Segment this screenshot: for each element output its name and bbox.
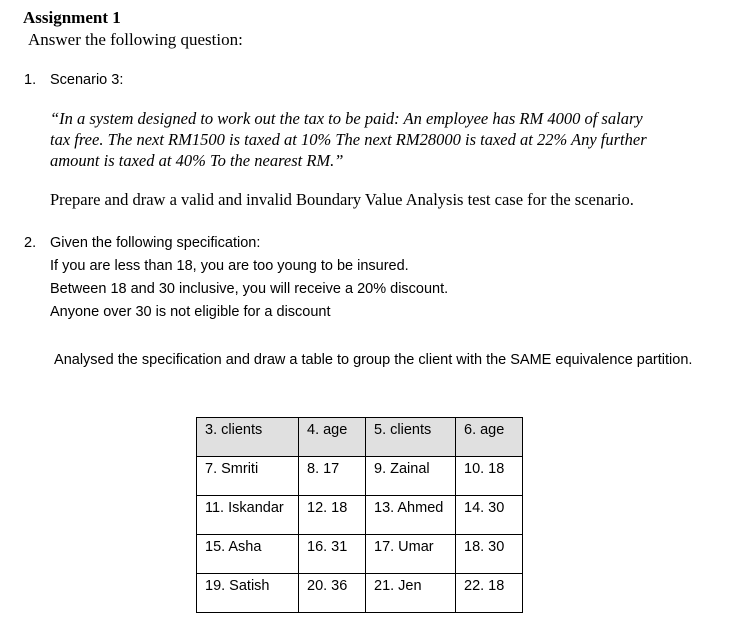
question-1-label: Scenario 3:: [50, 72, 124, 88]
question-1-number: 1.: [24, 72, 37, 88]
instructions: Answer the following question:: [28, 30, 243, 49]
table-cell: 14. 30: [456, 496, 523, 535]
table-cell: 7. Smriti: [197, 457, 299, 496]
table-cell: 16. 31: [299, 535, 366, 574]
table-cell: 21. Jen: [366, 574, 456, 613]
quote-line: amount is taxed at 40% To the nearest RM.”: [50, 151, 344, 170]
quote-line: “In a system designed to work out the tax to be paid: An employee has RM 4000 of salary: [50, 109, 643, 128]
table-header-row: [197, 418, 523, 457]
table-header-cell: 3. clients: [197, 418, 299, 457]
table-row: [197, 457, 523, 496]
quote-line: tax free. The next RM1500 is taxed at 10% The next RM28000 is taxed at 22% Any further: [50, 130, 647, 149]
table-cell: 18. 30: [456, 535, 523, 574]
table-cell: 8. 17: [299, 457, 366, 496]
table-cell: 22. 18: [456, 574, 523, 613]
question-2-task: [50, 348, 702, 372]
table-cell: 19. Satish: [197, 574, 299, 613]
spec-line: If you are less than 18, you are too young to be insured.: [50, 258, 409, 274]
table-cell: 11. Iskandar: [197, 496, 299, 535]
assignment-title: Assignment 1: [23, 8, 121, 27]
spec-line: Between 18 and 30 inclusive, you will receive a 20% discount.: [50, 281, 449, 297]
table-cell: 17. Umar: [366, 535, 456, 574]
question-2-number: 2.: [24, 235, 37, 251]
table-cell: 10. 18: [456, 457, 523, 496]
table-header-cell: 5. clients: [366, 418, 456, 457]
scenario-quote: [50, 108, 710, 171]
clients-table: [196, 417, 523, 613]
table-header-cell: 6. age: [456, 418, 523, 457]
table-cell: 9. Zainal: [366, 457, 456, 496]
table-cell: 13. Ahmed: [366, 496, 456, 535]
table-cell: 15. Asha: [197, 535, 299, 574]
table-cell: 20. 36: [299, 574, 366, 613]
table-row: [197, 574, 523, 613]
table-row: [197, 535, 523, 574]
table-row: [197, 496, 523, 535]
question-2-task-text: Analysed the specification and draw a table to group the client with the SAME equivalence partition.: [54, 352, 693, 368]
table-header-cell: 4. age: [299, 418, 366, 457]
spec-line: Anyone over 30 is not eligible for a discount: [50, 304, 331, 320]
question-1-task: Prepare and draw a valid and invalid Boundary Value Analysis test case for the scenario.: [50, 190, 634, 209]
table-cell: 12. 18: [299, 496, 366, 535]
question-2-label: Given the following specification:: [50, 235, 261, 251]
